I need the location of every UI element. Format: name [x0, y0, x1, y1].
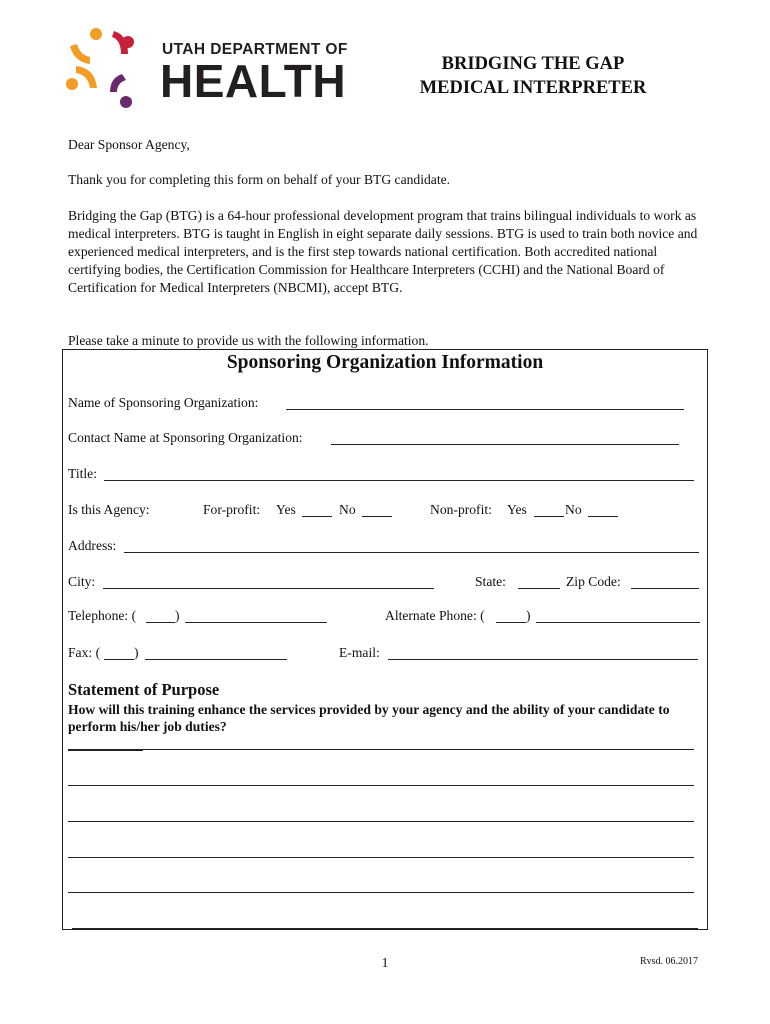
for-profit-no-label: No [339, 502, 356, 517]
purpose-answer-line-start[interactable] [68, 749, 143, 751]
purpose-answer-line[interactable] [68, 892, 694, 893]
zip-label: Zip Code: [566, 574, 621, 589]
org-name-field[interactable] [286, 409, 684, 410]
address-field[interactable] [124, 552, 699, 553]
program-description: Bridging the Gap (BTG) is a 64-hour professional development program that trains bilingual individuals to work as medical interpreters. BTG is taught in English in eight separate daily sessions. BTG is used to train both novice and experienced medical interpreters, and is the first step towards national certification. Both accredited national certifying bodies, the Certification Commission for Healthcare Interpreters (CCHI) and the National Board of Certification for Medical Interpreters (NBCMI), accept BTG. [68, 208, 698, 295]
revision-date: Rvsd. 06.2017 [640, 956, 699, 967]
non-profit-no-field[interactable] [588, 516, 618, 517]
title-line-2: MEDICAL INTERPRETER [419, 78, 647, 98]
page-number: 1 [381, 956, 389, 971]
document-title [392, 52, 674, 100]
purpose-answer-line[interactable] [72, 928, 698, 929]
alt-phone-area-code-field[interactable] [496, 622, 526, 623]
utah-health-logo [66, 28, 366, 112]
fax-paren-close: ) [134, 645, 139, 660]
non-profit-no-label: No [565, 502, 582, 517]
purpose-answer-line[interactable] [143, 749, 694, 750]
for-profit-no-field[interactable] [362, 516, 392, 517]
fax-area-code-field[interactable] [104, 659, 134, 660]
for-profit-yes-label: Yes [276, 502, 296, 517]
telephone-paren-close: ) [175, 608, 180, 623]
contact-name-label: Contact Name at Sponsoring Organization: [68, 430, 303, 445]
purpose-heading: Statement of Purpose [68, 680, 220, 699]
title-label: Title: [68, 466, 97, 481]
address-label: Address: [68, 538, 117, 553]
state-label: State: [475, 574, 506, 589]
greeting: Dear Sponsor Agency, [68, 137, 190, 152]
thanks-text: Thank you for completing this form on behalf of your BTG candidate. [68, 172, 451, 187]
agency-type-label: Is this Agency: [68, 502, 150, 517]
zip-field[interactable] [631, 588, 699, 589]
city-label: City: [68, 574, 96, 589]
telephone-number-field[interactable] [185, 622, 327, 623]
telephone-area-code-field[interactable] [146, 622, 175, 623]
non-profit-label: Non-profit: [430, 502, 492, 517]
telephone-label: Telephone: ( [68, 608, 137, 623]
city-field[interactable] [103, 588, 434, 589]
sponsor-heading: Sponsoring Organization Information [226, 352, 544, 373]
non-profit-yes-label: Yes [507, 502, 527, 517]
alt-phone-label: Alternate Phone: ( [385, 608, 485, 623]
fax-label: Fax: ( [68, 645, 101, 660]
org-name-label: Name of Sponsoring Organization: [68, 395, 259, 410]
contact-name-field[interactable] [331, 444, 679, 445]
fax-number-field[interactable] [145, 659, 287, 660]
purpose-answer-line[interactable] [68, 857, 694, 858]
email-field[interactable] [388, 659, 698, 660]
for-profit-label: For-profit: [203, 502, 261, 517]
state-field[interactable] [518, 588, 560, 589]
alt-phone-number-field[interactable] [536, 622, 700, 623]
logo-department-text: UTAH DEPARTMENT OF [162, 41, 348, 58]
logo-mark-icon [66, 28, 158, 112]
title-line-1: BRIDGING THE GAP [441, 54, 625, 74]
purpose-answer-line[interactable] [68, 785, 694, 786]
request-text: Please take a minute to provide us with the following information. [68, 333, 429, 348]
alt-phone-paren-close: ) [526, 608, 531, 623]
email-label: E-mail: [339, 645, 380, 660]
purpose-answer-line[interactable] [68, 821, 694, 822]
logo-health-text: HEALTH [160, 55, 347, 107]
purpose-question: How will this training enhance the services provided by your agency and the ability of your candidate to perform his/her job duties? [68, 702, 670, 734]
non-profit-yes-field[interactable] [534, 516, 564, 517]
for-profit-yes-field[interactable] [302, 516, 332, 517]
title-field[interactable] [104, 480, 694, 481]
